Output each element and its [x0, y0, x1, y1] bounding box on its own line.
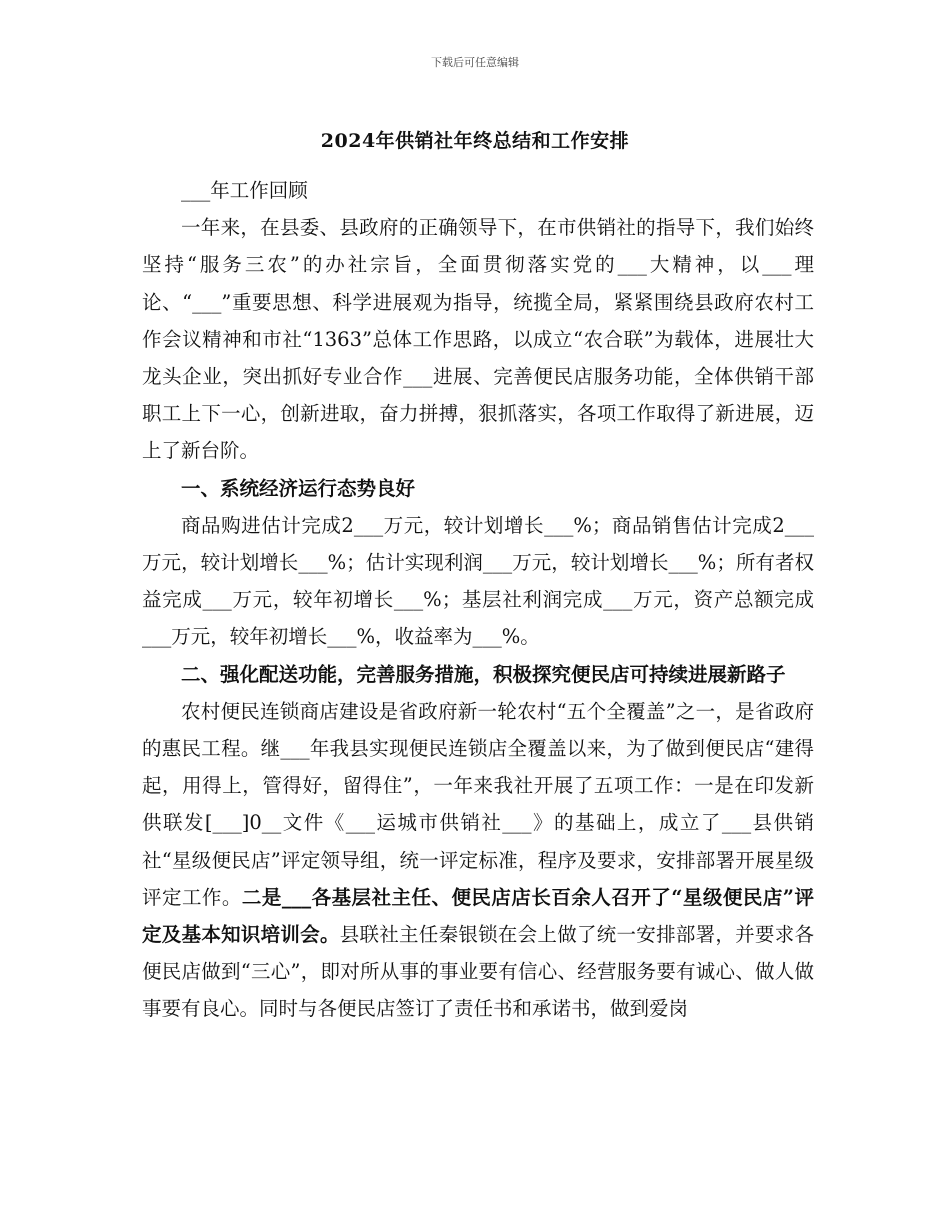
- paragraph-convenience-stores: [142, 693, 814, 1028]
- paragraph-text: 农村便民连锁商店建设是省政府新一轮农村“五个全覆盖”之一，是省政府的惠民工程。继___年我县实现便民连锁店全覆盖以来，为了做到便民店“建得起，用得上，管得好，留得住”，一年来我社开展了五项工作：一是在印发新供联发[___]0__文件《___运城市供销社___》的基础上，成立了___县供销社“星级便民店”评定领导组，统一评定标准，程序及要求，安排部署开展星级评定工作。: [142, 699, 814, 909]
- section-intro: ___年工作回顾: [181, 179, 308, 202]
- paragraph-summary: 一年来，在县委、县政府的正确领导下，在市供销社的指导下，我们始终坚持“服务三农”的办社宗旨，全面贯彻落实党的___大精神，以___理论、“___”重要思想、科学进展观为指导，统揽全局，紧紧围绕县政府农村工作会议精神和市社“1363”总体工作思路，以成立“农合联”为载体，进展壮大龙头企业，突出抓好专业合作___进展、完善便民店服务功能，全体供销干部职工上下一心，创新进取，奋力拼搏，狠抓落实，各项工作取得了新进展，迈上了新台阶。: [142, 216, 814, 463]
- document-title: 2024年供销社年终总结和工作安排: [320, 130, 630, 152]
- section-heading-2: 二、强化配送功能，完善服务措施，积极探究便民店可持续进展新路子: [181, 662, 786, 686]
- bold-text: 二是___各基层社主任、便民店店长百余人召开了“星级便民店”评定及基本知识培训会。: [142, 885, 814, 947]
- section-heading-1: 一、系统经济运行态势良好: [181, 476, 416, 500]
- document-body: [142, 172, 814, 1028]
- paragraph-economic-figures: 商品购进估计完成2___万元，较计划增长___%；商品销售估计完成2___万元，较计划增长___%；估计实现利润___万元，较计划增长___%；所有者权益完成___万元，较年初增长___%；基层社利润完成___万元，资产总额完成___万元，较年初增长___%，收益率为___%。: [142, 513, 814, 649]
- header-note: 下载后可任意编辑: [431, 56, 519, 69]
- paragraph-text-continued: 县联社主任秦银锁在会上做了统一安排部署，并要求各便民店做到“三心”，即对所从事的事业要有信心、经营服务要有诚心、做人做事要有良心。同时与各便民店签订了责任书和承诺书，做到爱岗: [142, 923, 814, 1021]
